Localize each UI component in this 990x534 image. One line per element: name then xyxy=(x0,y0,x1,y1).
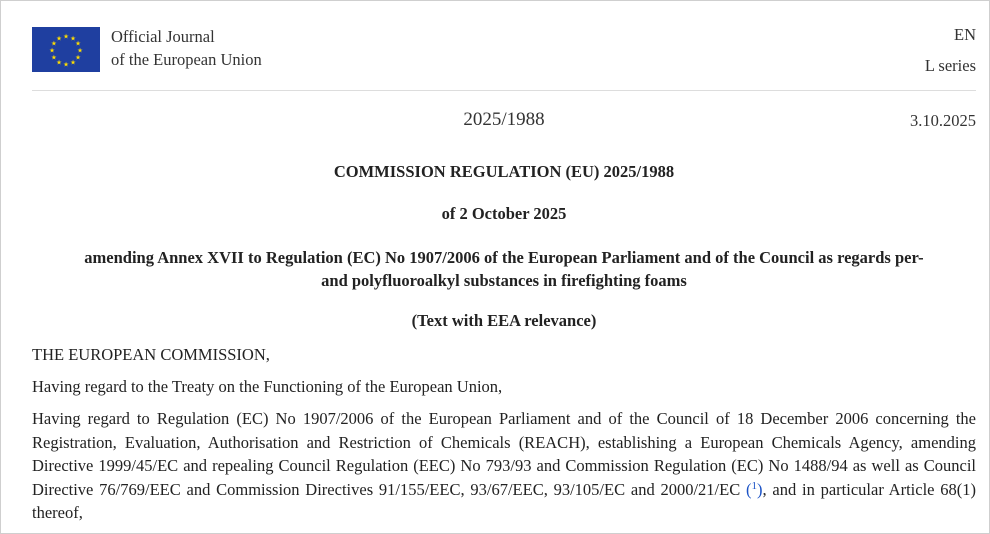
preamble-treaty: Having regard to the Treaty on the Functioning of the European Union, xyxy=(32,377,503,396)
svg-text:★: ★ xyxy=(56,58,62,67)
svg-text:★: ★ xyxy=(70,34,76,43)
svg-text:★: ★ xyxy=(56,34,62,43)
citation-end: , and in particular Article 68(1) thereof, xyxy=(32,479,976,522)
journal-series: L series xyxy=(924,56,976,75)
svg-text:★: ★ xyxy=(75,39,82,48)
svg-text:★: ★ xyxy=(63,60,69,69)
journal-name xyxy=(111,25,262,71)
document-number: 2025/1988 xyxy=(463,109,545,130)
footnote-link-1[interactable] xyxy=(746,480,763,499)
svg-text:★: ★ xyxy=(77,46,83,55)
header-divider xyxy=(32,90,976,91)
publication-date: 3.10.2025 xyxy=(910,111,976,130)
svg-text:★: ★ xyxy=(50,39,57,48)
svg-text:★: ★ xyxy=(75,53,82,62)
regulation-date: of 2 October 2025 xyxy=(441,204,567,223)
journal-name-line2: of the European Union xyxy=(111,50,262,69)
footnote-close: ) xyxy=(757,479,763,499)
citation-text: Having regard to Regulation (EC) No 1907/2006 of the European Parliament and of the Council of 18 December 2006 concerning the Registration, Evaluation, Authorisation and Restriction of Chemicals (REACH), establishing a European Chemicals Agency, amending Directive 1999/45/EC and repealing Council Regulation (EEC) No 793/93 and Commission Regulation (EC) No 1488/94 as well as Council Directive 76/769/EEC and Commission Directives 91/155/EEC, 93/67/EEC, 93/105/EC and 2000/21/EC xyxy=(32,409,976,499)
preamble-commission: THE EUROPEAN COMMISSION, xyxy=(32,345,270,364)
regulation-title: COMMISSION REGULATION (EU) 2025/1988 xyxy=(333,162,675,181)
preamble-reach-citation xyxy=(32,407,976,525)
footnote-open: ( xyxy=(746,479,752,499)
svg-text:★: ★ xyxy=(70,58,76,67)
footnote-number: 1 xyxy=(751,479,757,492)
journal-header xyxy=(32,25,976,85)
regulation-subject xyxy=(32,246,976,292)
language-code: EN xyxy=(954,25,976,44)
eu-flag-icon xyxy=(32,27,100,72)
eea-relevance: (Text with EEA relevance) xyxy=(411,311,597,330)
regulation-subject-line1: amending Annex XVII to Regulation (EC) No 1907/2006 of the European Parliament and of the Council as regards per- xyxy=(84,248,924,267)
svg-text:★: ★ xyxy=(50,53,57,62)
regulation-subject-line2: and polyfluoroalkyl substances in firefighting foams xyxy=(321,271,687,290)
svg-text:★: ★ xyxy=(63,32,69,41)
journal-name-line1: Official Journal xyxy=(111,27,215,46)
svg-text:★: ★ xyxy=(49,46,55,55)
